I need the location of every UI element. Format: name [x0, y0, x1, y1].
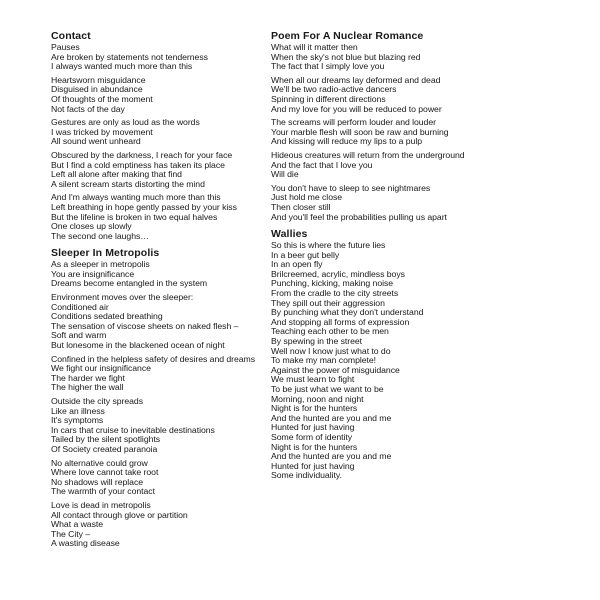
poem-line: Soft and warm: [51, 330, 107, 341]
poem-line: Conditions sedated breathing: [51, 311, 163, 322]
poem-line: Hunted for just having: [271, 460, 355, 471]
poem-line: Are broken by statements not tenderness: [51, 51, 208, 62]
poem-line: Love is dead in metropolis: [51, 499, 151, 510]
stanza: [271, 118, 486, 147]
poem-line: And the hunted are you and me: [271, 412, 392, 423]
poem-line: Disguised in abundance: [51, 84, 143, 95]
poem-line: It's symptoms: [51, 415, 104, 426]
stanza: [271, 151, 486, 180]
poem-line: Of Society created paranoia: [51, 443, 158, 454]
poem-line: As a sleeper in metropolis: [51, 259, 150, 270]
poem-line: And my love for you will be reduced to power: [271, 103, 442, 114]
poem-line: But I find a cold emptiness has taken its place: [51, 159, 225, 170]
stanza: [51, 193, 266, 241]
poem-line: From the cradle to the city streets: [271, 288, 399, 299]
poem-line: Just hold me close: [271, 192, 343, 203]
poem-line: You don't have to sleep to see nightmares: [271, 182, 431, 193]
poem-line: By punching what they don't understand: [271, 307, 424, 318]
poem-line: Where love cannot take root: [51, 467, 159, 478]
poem-line: All contact through glove or partition: [51, 509, 188, 520]
poem-line: Against the power of misguidance: [271, 364, 400, 375]
poem-line: The warmth of your contact: [51, 486, 155, 497]
poem-line: And stopping all forms of expression: [271, 316, 410, 327]
poem-line: Confined in the helpless safety of desires and dreams: [51, 353, 256, 364]
poem-poem-for-a-nuclear-romance: [271, 30, 486, 222]
poem-line: Your marble flesh will soon be raw and burning: [271, 126, 449, 137]
poem-line: In cars that cruise to inevitable destinations: [51, 424, 215, 435]
poem-line: No alternative could grow: [51, 457, 148, 468]
poem-title: Poem For A Nuclear Romance: [271, 30, 424, 42]
poem-line: The City –: [51, 528, 91, 539]
poem-sleeper-in-metropolis: [51, 247, 266, 549]
poem-line: Punching, kicking, making noise: [271, 278, 394, 289]
left-column: [51, 30, 266, 555]
poem-line: Then closer still: [271, 201, 331, 212]
poem-line: And the fact that I love you: [271, 159, 373, 170]
poem-line: I always wanted much more than this: [51, 61, 193, 72]
poem-line: Pauses: [51, 42, 80, 52]
stanza: [271, 76, 486, 114]
stanza: [51, 118, 266, 147]
poem-line: And you'll feel the probabilities pulling us apart: [271, 211, 447, 222]
poem-line: So this is where the future lies: [271, 240, 386, 251]
poem-line: Hunted for just having: [271, 422, 355, 433]
poem-line: Well now I know just what to do: [271, 345, 391, 356]
poem-line: I was tricked by movement: [51, 126, 153, 137]
poem-line: Some form of identity: [271, 431, 353, 442]
poem-line: Heartsworn misguidance: [51, 74, 146, 85]
poem-line: In a beer gut belly: [271, 249, 340, 260]
stanza: [51, 459, 266, 497]
poem-line: No shadows will replace: [51, 476, 144, 487]
stanza: [51, 76, 266, 114]
poem-line: Spinning in different directions: [271, 93, 386, 104]
poem-line: And the hunted are you and me: [271, 451, 392, 462]
poem-line: When all our dreams lay deformed and dead: [271, 74, 441, 85]
poem-line: One closes up slowly: [51, 221, 132, 232]
poem-line: Environment moves over the sleeper:: [51, 292, 194, 303]
poem-line: Left breathing in hope gently passed by your kiss: [51, 201, 237, 212]
poem-line: Outside the city spreads: [51, 396, 143, 406]
poem-title: Sleeper In Metropolis: [51, 247, 160, 260]
poem-line: All sound went unheard: [51, 136, 141, 147]
stanza: [51, 501, 266, 549]
stanza: [51, 397, 266, 455]
poem-line: The sensation of viscose sheets on naked flesh –: [51, 320, 239, 331]
poem-contact: [51, 30, 266, 241]
poem-line: The fact that I simply love you: [271, 61, 385, 72]
poem-line: What will it matter then: [271, 42, 358, 52]
poem-line: Brilcreemed, acrylic, mindless boys: [271, 268, 405, 279]
poem-line: To make my man complete!: [271, 355, 377, 366]
stanza: [51, 293, 266, 351]
poem-line: But the lifeline is broken in two equal halves: [51, 211, 218, 222]
poem-line: Morning, noon and night: [271, 393, 364, 404]
poem-line: A wasting disease: [51, 538, 120, 549]
poem-line: Will die: [271, 169, 299, 180]
poem-line: And kissing will reduce my lips to a pulp: [271, 136, 423, 147]
poem-line: In an open fly: [271, 259, 323, 270]
poem-line: Left all alone after making that find: [51, 169, 182, 180]
stanza: [51, 260, 266, 289]
poem-line: We fight our insignificance: [51, 363, 151, 374]
poem-line: You are insignificance: [51, 268, 135, 279]
poem-line: They spill out their aggression: [271, 297, 385, 308]
poem-line: What a waste: [51, 519, 104, 530]
right-column: [271, 30, 486, 487]
poem-line: The harder we fight: [51, 372, 125, 383]
poem-line: When the sky's not blue but blazing red: [271, 51, 421, 62]
poem-line: To be just what we want to be: [271, 384, 384, 394]
poem-line: Not facts of the day: [51, 103, 125, 114]
poem-line: Some individuality.: [271, 470, 342, 481]
poem-line: Conditioned air: [51, 301, 109, 312]
poem-line: The second one laughs…: [51, 230, 149, 241]
poem-line: Teaching each other to be men: [271, 326, 389, 337]
poem-line: A silent scream starts distorting the mind: [51, 178, 205, 189]
poem-line: Hideous creatures will return from the underground: [271, 149, 465, 160]
poem-title: Contact: [51, 30, 91, 42]
poem-line: But lonesome in the blackened ocean of night: [51, 340, 225, 351]
stanza: [51, 355, 266, 393]
stanza: [51, 43, 266, 72]
poem-line: Night is for the hunters: [271, 403, 358, 414]
poem-line: The higher the wall: [51, 382, 124, 393]
poem-line: And I'm always wanting much more than this: [51, 192, 221, 203]
poem-line: Gestures are only as loud as the words: [51, 117, 200, 128]
poem-title: Wallies: [271, 228, 308, 241]
poem-wallies: [271, 228, 486, 481]
poem-line: Of thoughts of the moment: [51, 93, 153, 104]
stanza: [271, 241, 486, 481]
poem-line: Tailed by the silent spotlights: [51, 434, 161, 445]
stanza: [51, 151, 266, 189]
poem-line: Obscured by the darkness, I reach for your face: [51, 149, 233, 160]
poem-line: Night is for the hunters: [271, 441, 358, 452]
poem-line: We must learn to fight: [271, 374, 355, 385]
poem-line: We'll be two radio-active dancers: [271, 84, 397, 95]
poem-line: The screams will perform louder and louder: [271, 117, 436, 128]
poem-line: By spewing in the street: [271, 336, 363, 347]
poem-line: Like an illness: [51, 405, 105, 416]
stanza: [271, 184, 486, 222]
stanza: [271, 43, 486, 72]
poem-line: Dreams become entangled in the system: [51, 278, 208, 289]
